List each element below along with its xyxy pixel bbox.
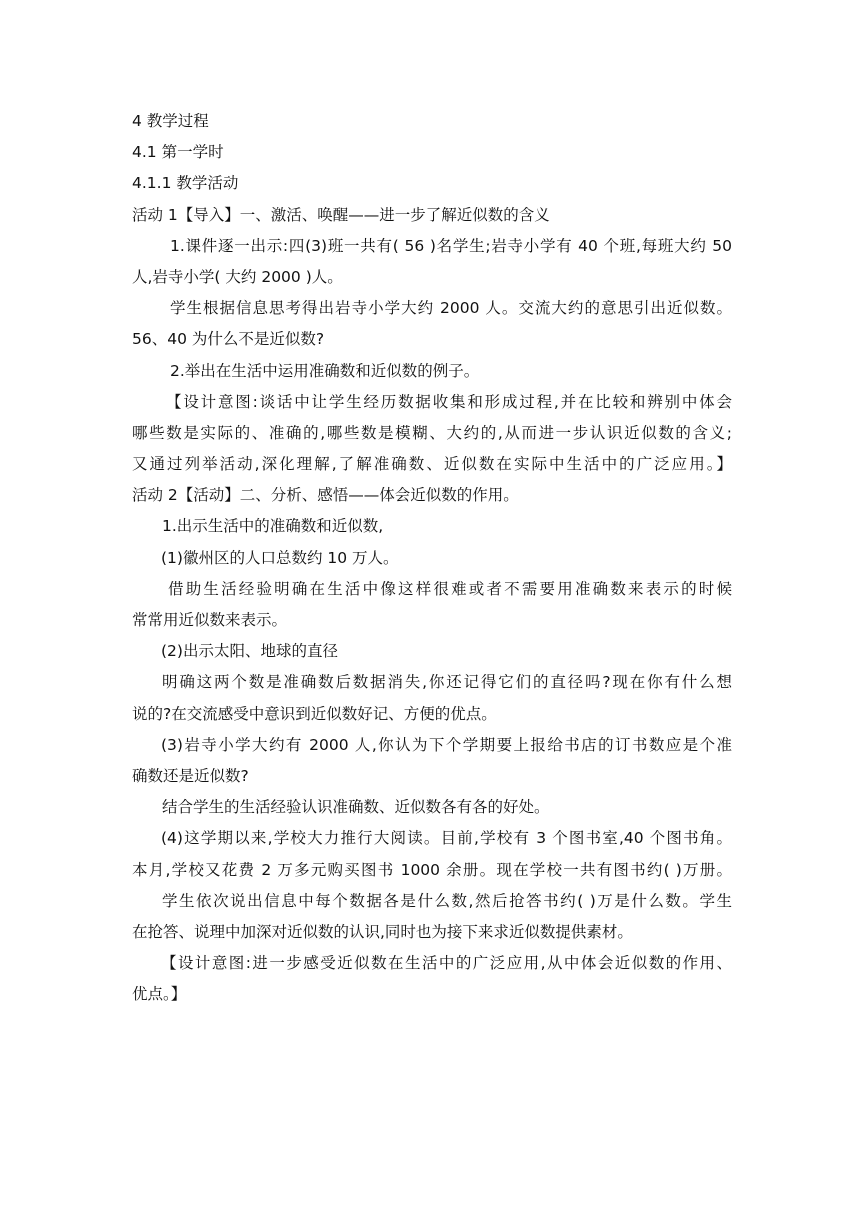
activity-1-heading: 活动 1【导入】一、激活、唤醒——进一步了解近似数的含义	[132, 205, 550, 224]
activity-2-heading: 活动 2【活动】二、分析、感悟——体会近似数的作用。	[132, 486, 519, 505]
paragraph-line: 说的?在交流感受中意识到近似数好记、方便的优点。	[132, 704, 497, 723]
paragraph-line: 学生根据信息思考得出岩寺小学大约 2000 人。交流大约的意思引出近似数。	[170, 299, 732, 318]
paragraph-line: (4)这学期以来,学校大力推行大阅读。目前,学校有 3 个图书室,40 个图书角。	[161, 829, 732, 848]
paragraph-line: 56、40 为什么不是近似数?	[132, 330, 325, 349]
paragraph-line: 人,岩寺小学( 大约 2000 )人。	[132, 267, 343, 286]
paragraph-line: 确数还是近似数?	[132, 766, 249, 785]
sub-subsection-heading: 4.1.1 教学活动	[132, 174, 239, 193]
design-intent-line: 【设计意图:进一步感受近似数在生活中的广泛应用,从中体会近似数的作用、	[161, 954, 732, 973]
paragraph-line: 常常用近似数来表示。	[132, 611, 288, 629]
document-body	[132, 106, 732, 1010]
section-heading: 4 教学过程	[132, 112, 209, 130]
paragraph-line: 1.课件逐一出示:四(3)班一共有( 56 )名学生;岩寺小学有 40 个班,每班大约 50	[170, 236, 732, 255]
paragraph-line: (1)徽州区的人口总数约 10 万人。	[161, 548, 399, 567]
paragraph-line: 本月,学校又花费 2 万多元购买图书 1000 余册。现在学校一共有图书约( )万册。	[132, 860, 732, 879]
paragraph-line: 结合学生的生活经验认识准确数、近似数各有各的好处。	[162, 798, 550, 817]
design-intent-line: 优点。】	[132, 985, 187, 1004]
design-intent-line: 【设计意图:谈话中让学生经历数据收集和形成过程,并在比较和辨别中体会	[166, 392, 732, 411]
paragraph-line: (3)岩寺小学大约有 2000 人,你认为下个学期要上报给书店的订书数应是个准	[161, 735, 732, 754]
paragraph-line: 在抢答、说理中加深对近似数的认识,同时也为接下来求近似数提供素材。	[132, 922, 633, 941]
design-intent-line: 又通过列举活动,深化理解,了解准确数、近似数在实际中生活中的广泛应用。】	[132, 455, 732, 474]
paragraph-line: 借助生活经验明确在生活中像这样很难或者不需要用准确数来表示的时候	[168, 579, 732, 598]
paragraph-line: (2)出示太阳、地球的直径	[161, 642, 338, 661]
subsection-heading: 4.1 第一学时	[132, 143, 224, 162]
paragraph-line: 学生依次说出信息中每个数据各是什么数,然后抢答书约( )万是什么数。学生	[162, 891, 732, 910]
paragraph-line: 2.举出在生活中运用准确数和近似数的例子。	[170, 361, 480, 380]
paragraph-line: 明确这两个数是准确数后数据消失,你还记得它们的直径吗?现在你有什么想	[162, 673, 732, 692]
design-intent-line: 哪些数是实际的、准确的,哪些数是模糊、大约的,从而进一步认识近似数的含义;	[132, 423, 732, 442]
paragraph-line: 1.出示生活中的准确数和近似数,	[162, 517, 384, 536]
